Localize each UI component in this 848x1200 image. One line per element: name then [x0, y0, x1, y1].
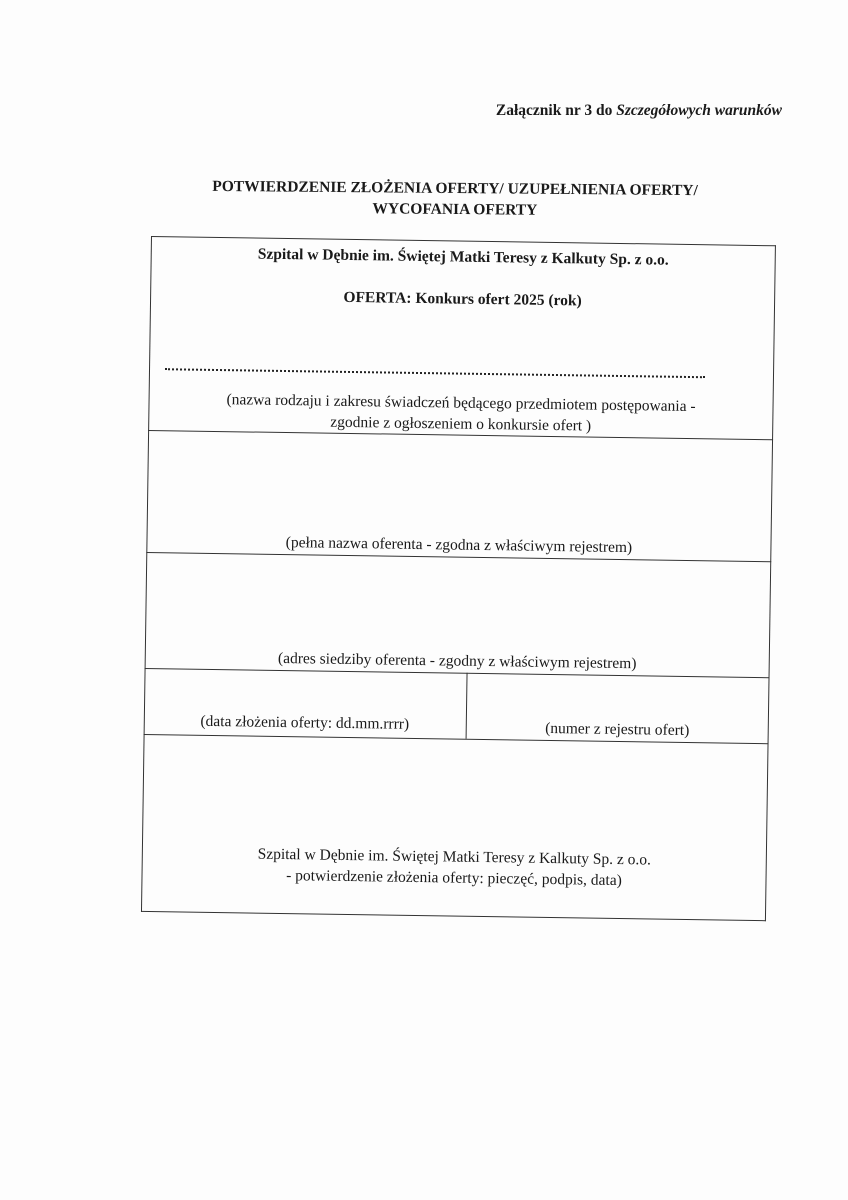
confirmation-caption-line-2: - potwierdzenie złożenia oferty: pieczęć, podpis, data) — [286, 867, 622, 890]
confirmation-form — [141, 236, 776, 921]
annex-reference-prefix: Załącznik nr 3 do — [495, 102, 617, 119]
form-border-right — [765, 245, 776, 921]
bidder-name-caption: (pełna nazwa oferenta - zgodna z właściwym rejestrem) — [285, 534, 633, 557]
form-border-left — [141, 236, 152, 912]
form-border-bottom — [141, 911, 766, 921]
confirmation-caption — [141, 842, 767, 893]
hospital-name-heading: Szpital w Dębnie im. Świętej Matki Teresy z Kalkuty Sp. z o.o. — [257, 245, 669, 269]
annex-reference-italic: Szczegółowych warunków — [616, 102, 782, 119]
scope-caption-line-2: zgodnie z ogłoszeniem o konkursie ofert ) — [330, 413, 592, 435]
date-caption: (data złożenia oferty: dd.mm.rrrr) — [200, 712, 410, 733]
scope-caption-line-1: (nazwa rodzaju i zakresu świadczeń będącego przedmiotem postępowania - — [226, 391, 696, 416]
document-title — [130, 175, 780, 223]
bidder-address-caption: (adres siedziby oferenta - zgodny z właściwym rejestrem) — [277, 649, 637, 673]
scope-fill-in-dots — [165, 365, 705, 378]
annex-reference — [496, 102, 782, 120]
confirmation-caption-line-1: Szpital w Dębnie im. Świętej Matki Teresy z Kalkuty Sp. z o.o. — [257, 845, 652, 869]
document-title-line-2: WYCOFANIA OFERTY — [372, 200, 538, 219]
document-title-line-1: POTWIERDZENIE ZŁOŻENIA OFERTY/ UZUPEŁNIENIA OFERTY/ — [212, 177, 698, 200]
offer-competition-line: OFERTA: Konkurs ofert 2025 (rok) — [343, 288, 582, 310]
register-number-caption: (numer z rejestru ofert) — [545, 719, 690, 740]
